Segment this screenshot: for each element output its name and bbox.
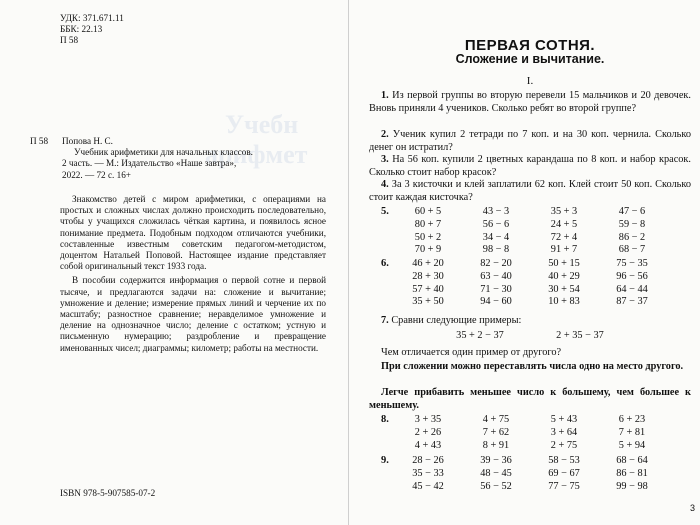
example: 91 + 7 <box>550 244 578 256</box>
example: 68 − 7 <box>618 244 646 256</box>
problem-4 <box>369 179 691 204</box>
example: 82 − 20 <box>480 258 512 269</box>
exercise-8-col-1 <box>399 414 457 452</box>
problem-label: 4. <box>381 179 389 190</box>
example: 57 + 40 <box>412 283 444 295</box>
example: 5 + 94 <box>618 439 646 451</box>
example: 4 + 75 <box>482 414 510 425</box>
classification-codes <box>60 13 124 47</box>
problem-text: Из первой группы во вторую перевели 15 мальчиков и 20 девочек. Вновь приняли 4 учеников. Сколько ребят во второй группе? <box>369 90 691 114</box>
example: 50 + 2 <box>414 231 442 243</box>
card-body <box>62 136 324 181</box>
bleed-through-text: Учебн <box>225 110 299 139</box>
example: 35 + 50 <box>412 296 444 308</box>
problem-label: 3. <box>381 154 389 165</box>
exercise-8-col-3 <box>535 414 593 452</box>
section-number: I. <box>526 75 534 87</box>
example: 45 − 42 <box>412 480 444 492</box>
example: 2 + 75 <box>550 439 578 451</box>
problem-label: 2. <box>381 129 389 140</box>
exercise-9-col-4 <box>603 455 661 493</box>
exercise-7-question: Чем отличается один пример от другого? <box>381 347 562 358</box>
card-index: П 58 <box>30 136 49 146</box>
problem-text: На 56 коп. купили 2 цветных карандаша по 8 коп. и набор красок. Сколько стоит набор красок? <box>369 154 691 178</box>
exercise-6-label: 6. <box>381 258 389 269</box>
exercise-9-col-3 <box>535 455 593 493</box>
exercise-7-example-2: 2 + 35 − 37 <box>556 330 604 341</box>
example: 87 − 37 <box>616 296 648 308</box>
card-line: 2022. — 72 с. 16+ <box>62 169 131 180</box>
example: 28 + 30 <box>412 270 444 282</box>
exercise-6-col-4 <box>603 258 661 309</box>
example: 4 + 43 <box>414 439 442 451</box>
exercise-8-col-2 <box>467 414 525 452</box>
example: 64 − 44 <box>616 283 648 295</box>
example: 6 + 23 <box>618 414 646 425</box>
example: 34 − 4 <box>482 231 510 243</box>
example: 28 − 26 <box>412 455 444 466</box>
problem-1 <box>369 90 691 115</box>
example: 99 − 98 <box>616 480 648 492</box>
example: 30 + 54 <box>548 283 580 295</box>
example: 86 − 81 <box>616 467 648 479</box>
exercise-9-label: 9. <box>381 455 389 466</box>
example: 3 + 35 <box>414 414 442 425</box>
isbn: ISBN 978-5-907585-07-2 <box>60 488 156 498</box>
exercise-6-col-1 <box>399 258 457 309</box>
problem-2 <box>369 129 691 154</box>
exercise-5-col-4 <box>603 206 661 257</box>
problem-3 <box>369 154 691 179</box>
example: 75 − 35 <box>616 258 648 269</box>
example: 98 − 8 <box>482 244 510 256</box>
exercise-7-label: 7. <box>381 315 389 326</box>
exercise-9-col-1 <box>399 455 457 493</box>
example: 60 + 5 <box>414 206 442 217</box>
example: 56 − 52 <box>480 480 512 492</box>
example: 70 + 9 <box>414 244 442 256</box>
problem-text: Ученик купил 2 тетради по 7 коп. и на 30 коп. чернила. Сколько денег он истратил? <box>369 129 691 153</box>
example: 69 − 67 <box>548 467 580 479</box>
exercise-7-intro-text: Сравни следующие примеры: <box>391 315 522 326</box>
example: 24 + 5 <box>550 218 578 230</box>
bleed-through-text: арифмет <box>205 140 308 169</box>
example: 2 + 26 <box>414 426 442 438</box>
exercise-7-example-1: 35 + 2 − 37 <box>456 330 504 341</box>
left-page <box>0 0 349 525</box>
exercise-7-rule-1: При сложении можно переставлять числа одно на место другого. <box>381 361 684 372</box>
example: 58 − 53 <box>548 455 580 466</box>
exercise-5-label: 5. <box>381 206 389 217</box>
example: 39 − 36 <box>480 455 512 466</box>
example: 7 + 62 <box>482 426 510 438</box>
right-page <box>349 0 700 525</box>
page-subtitle: Сложение и вычитание. <box>455 52 605 66</box>
card-author: Попова Н. С. <box>62 136 113 146</box>
example: 63 − 40 <box>480 270 512 282</box>
example: 40 + 29 <box>548 270 580 282</box>
example: 5 + 43 <box>550 414 578 425</box>
problem-text: За 3 кисточки и клей заплатили 62 коп. Клей стоит 50 коп. Сколько стоит каждая кисточка? <box>369 179 692 203</box>
example: 77 − 75 <box>548 480 580 492</box>
annotation-paragraph: В пособии содержится информация о первой сотне и первой тысяче, и предлагаются задачи на: сложение и вычитание; умножение и деление; измерение прямых линий и черчение их по масштабу; разностное сравнение; неравделимое умножение и деление на однозначное число; деление с остатком; устную и письменную нумерацию; раздробление и превращение именованных чисел; диаграммы; километр; работы на местности. <box>60 275 326 353</box>
example: 86 − 2 <box>618 231 646 243</box>
page-number: 3 <box>689 503 695 513</box>
example: 48 − 45 <box>480 467 512 479</box>
card-line: 2 часть. — М.: Издательство «Наше завтра», <box>62 158 237 169</box>
author-index: П 58 <box>60 35 79 46</box>
exercise-5-col-3 <box>535 206 593 257</box>
udk-code: УДК: 371.671.11 <box>60 13 124 23</box>
exercise-6-col-3 <box>535 258 593 309</box>
example: 35 + 3 <box>550 206 578 217</box>
example: 68 − 64 <box>616 455 648 466</box>
exercise-6-col-2 <box>467 258 525 309</box>
annotation-paragraph: Знакомство детей с миром арифметики, с операциями на простых и сложных числах должно происходить последовательно, чтобы у учащихся сложилась чёткая картина, и появилось ясное понимание предмета. Подобным подходом отличаются учебники, составленные известным советским педагогом-методистом, доцентом Натальей Поповой. Настоящее издание представляет собой оригинальный текст 1933 года. <box>60 194 326 272</box>
exercise-7-rule-2: Легче прибавить меньшее число к большему, чем большее к меньшему. <box>369 387 691 411</box>
exercise-8-col-4 <box>603 414 661 452</box>
problem-label: 1. <box>381 90 389 101</box>
example: 80 + 7 <box>414 218 442 230</box>
example: 56 − 6 <box>482 218 510 230</box>
example: 96 − 56 <box>616 270 648 282</box>
exercise-5-col-1 <box>399 206 457 257</box>
example: 71 − 30 <box>480 283 512 295</box>
exercise-5-col-2 <box>467 206 525 257</box>
example: 8 + 91 <box>482 439 510 451</box>
example: 47 − 6 <box>618 206 646 217</box>
example: 94 − 60 <box>480 296 512 308</box>
annotation <box>60 194 326 354</box>
exercise-8-label: 8. <box>381 414 389 425</box>
page-title: ПЕРВАЯ СОТНЯ. <box>464 37 596 54</box>
exercise-9-col-2 <box>467 455 525 493</box>
example: 59 − 8 <box>618 218 646 230</box>
example: 46 + 20 <box>412 258 444 269</box>
card-line: Учебник арифметики для начальных классов. <box>74 147 253 158</box>
example: 50 + 15 <box>548 258 580 269</box>
exercise-7-intro <box>381 315 681 328</box>
example: 35 − 33 <box>412 467 444 479</box>
example: 7 + 81 <box>618 426 646 438</box>
example: 72 + 4 <box>550 231 578 243</box>
bbk-code: ББК: 22.13 <box>60 24 103 35</box>
example: 10 + 83 <box>548 296 580 308</box>
example: 3 + 64 <box>550 426 578 438</box>
example: 43 − 3 <box>482 206 510 217</box>
